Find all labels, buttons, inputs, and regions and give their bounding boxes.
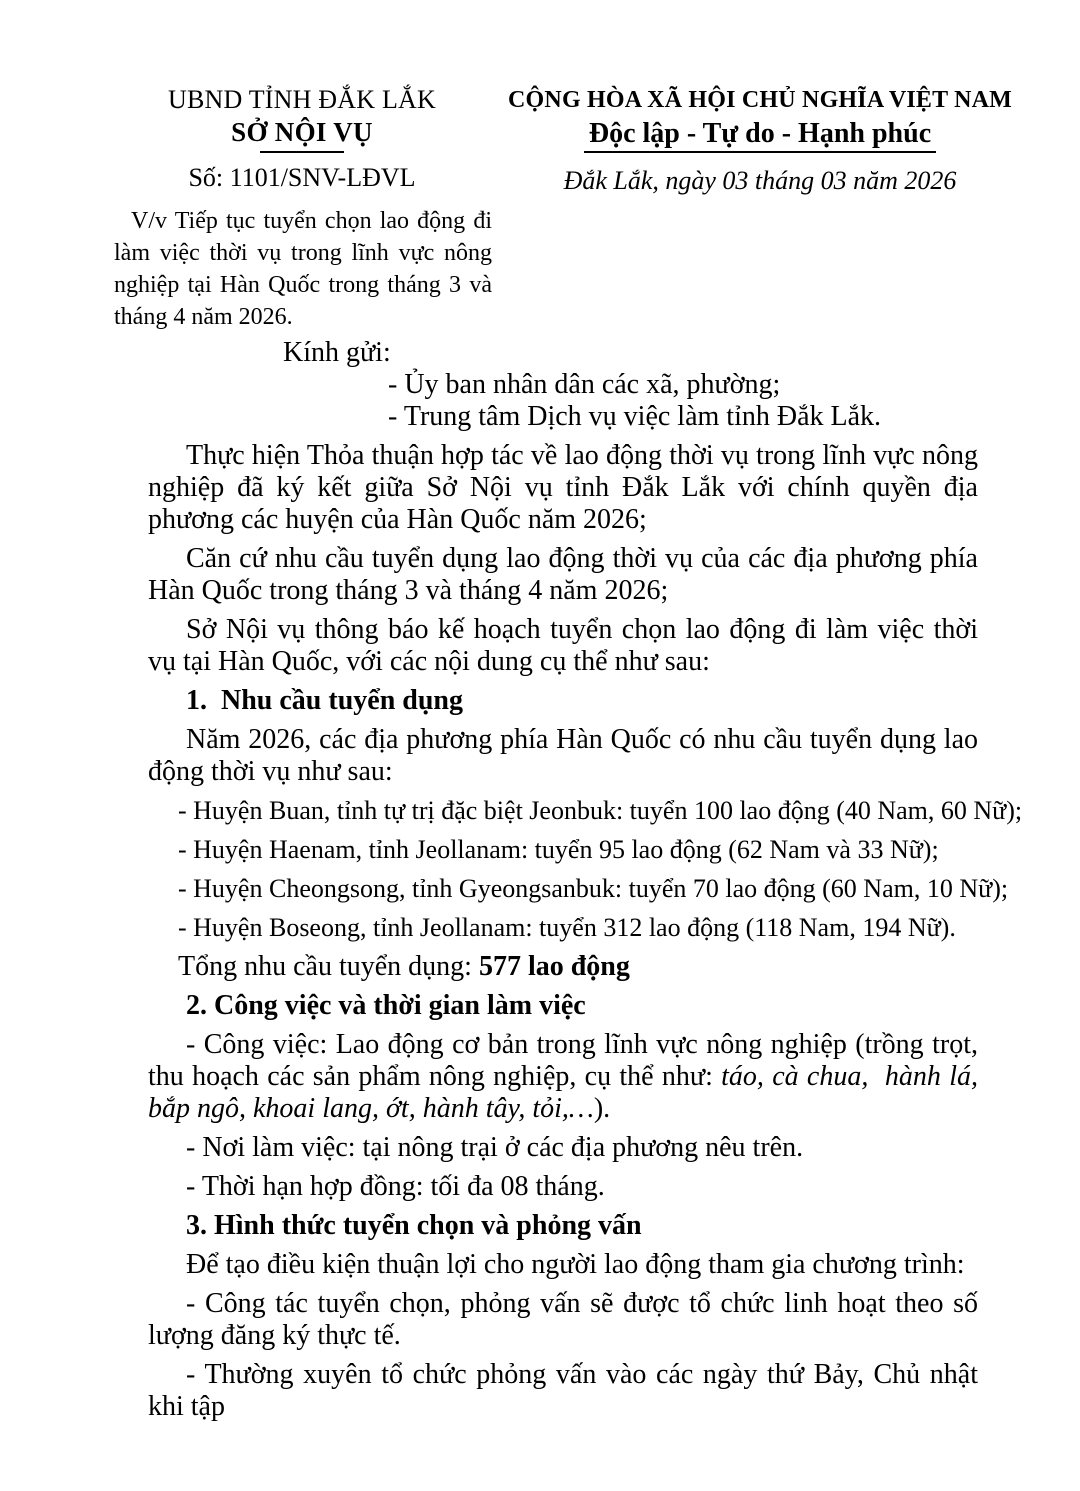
motto-wrapper bbox=[504, 117, 1016, 153]
national-motto: Độc lập - Tự do - Hạnh phúc bbox=[584, 117, 936, 153]
opening-paragraph-2: Căn cứ nhu cầu tuyển dụng lao động thời vụ của các địa phương phía Hàn Quốc trong tháng 3 và tháng 4 năm 2026; bbox=[148, 543, 978, 606]
opening-paragraph-1: Thực hiện Thỏa thuận hợp tác về lao động thời vụ trong lĩnh vực nông nghiệp đã ký kết giữa Sở Nội vụ tỉnh Đắk Lắk với chính quyền địa phương các huyện của Hàn Quốc năm 2026; bbox=[148, 440, 978, 535]
section-3-intro: Để tạo điều kiện thuận lợi cho người lao động tham gia chương trình: bbox=[186, 1249, 965, 1280]
section-1-heading: 1. Nhu cầu tuyển dụng bbox=[186, 685, 463, 716]
recruitment-item-haenam: - Huyện Haenam, tỉnh Jeollanam: tuyển 95 lao động (62 Nam và 33 Nữ); bbox=[178, 835, 939, 864]
national-header-block bbox=[504, 84, 1016, 197]
recruitment-total-value: 577 lao động bbox=[478, 951, 630, 982]
recruitment-item-cheongsong: - Huyện Cheongsong, tỉnh Gyeongsanbuk: tuyển 70 lao động (60 Nam, 10 Nữ); bbox=[178, 874, 1009, 903]
agency-name: SỞ NỘI VỤ bbox=[231, 117, 373, 147]
selection-paragraph: - Công tác tuyển chọn, phỏng vấn sẽ được tổ chức linh hoạt theo số lượng đăng ký thực tế. bbox=[148, 1288, 978, 1351]
recruitment-item-boseong: - Huyện Boseong, tỉnh Jeollanam: tuyển 312 lao động (118 Nam, 194 Nữ). bbox=[178, 913, 956, 942]
section-3-heading: 3. Hình thức tuyển chọn và phỏng vấn bbox=[186, 1210, 642, 1241]
recruitment-total-label: Tổng nhu cầu tuyển dụng: bbox=[178, 951, 479, 982]
job-description-text: - Công việc: Lao động cơ bản trong lĩnh vực nông nghiệp (trồng trọt, thu hoạch các sản phẩm nông nghiệp, cụ thể như: bbox=[148, 1029, 978, 1092]
section-1-intro: Năm 2026, các địa phương phía Hàn Quốc có nhu cầu tuyển dụng lao động thời vụ như sau: bbox=[148, 724, 978, 787]
workplace-paragraph: - Nơi làm việc: tại nông trại ở các địa phương nêu trên. bbox=[186, 1132, 804, 1163]
section-2-heading: 2. Công việc và thời gian làm việc bbox=[186, 990, 586, 1021]
contract-duration-paragraph: - Thời hạn hợp đồng: tối đa 08 tháng. bbox=[186, 1171, 605, 1202]
place-and-date: Đắk Lắk, ngày 03 tháng 03 năm 2026 bbox=[563, 166, 957, 195]
job-description-suffix: ). bbox=[593, 1093, 611, 1124]
salutation-label: Kính gửi: bbox=[283, 337, 391, 368]
document-header bbox=[0, 0, 1080, 333]
agency-name-rule bbox=[260, 151, 344, 153]
recipient-item: - Trung tâm Dịch vụ việc làm tỉnh Đắk Lắk. bbox=[388, 401, 882, 432]
national-title: CỘNG HÒA XÃ HỘI CHỦ NGHĨA VIỆT NAM bbox=[508, 87, 1012, 113]
document-subject: V/v Tiếp tục tuyển chọn lao động đi làm việc thời vụ trong lĩnh vực nông nghiệp tại Hàn Quốc trong tháng 3 và tháng 4 năm 2026. bbox=[114, 208, 492, 330]
crops-list: táo, cà chua, hành lá, bắp ngô, khoai lang, ớt, hành tây, tỏi,… bbox=[148, 1061, 978, 1124]
job-description-paragraph bbox=[148, 1029, 978, 1125]
recruitment-item-buan: - Huyện Buan, tỉnh tự trị đặc biệt Jeonbuk: tuyển 100 lao động (40 Nam, 60 Nữ); bbox=[178, 796, 1023, 825]
interview-schedule-paragraph: - Thường xuyên tổ chức phỏng vấn vào các ngày thứ Bảy, Chủ nhật khi tập bbox=[148, 1359, 978, 1422]
recruitment-total-line bbox=[148, 951, 978, 983]
parent-agency-name: UBND TỈNH ĐẮK LẮK bbox=[168, 85, 436, 114]
recipient-list bbox=[388, 369, 978, 433]
issuing-agency-block bbox=[112, 84, 492, 333]
recipient-item: - Ủy ban nhân dân các xã, phường; bbox=[388, 369, 781, 400]
opening-paragraph-3: Sở Nội vụ thông báo kế hoạch tuyển chọn lao động đi làm việc thời vụ tại Hàn Quốc, với các nội dung cụ thể như sau: bbox=[148, 614, 978, 677]
document-number: Số: 1101/SNV-LĐVL bbox=[188, 163, 416, 192]
document-body bbox=[148, 337, 1023, 1423]
